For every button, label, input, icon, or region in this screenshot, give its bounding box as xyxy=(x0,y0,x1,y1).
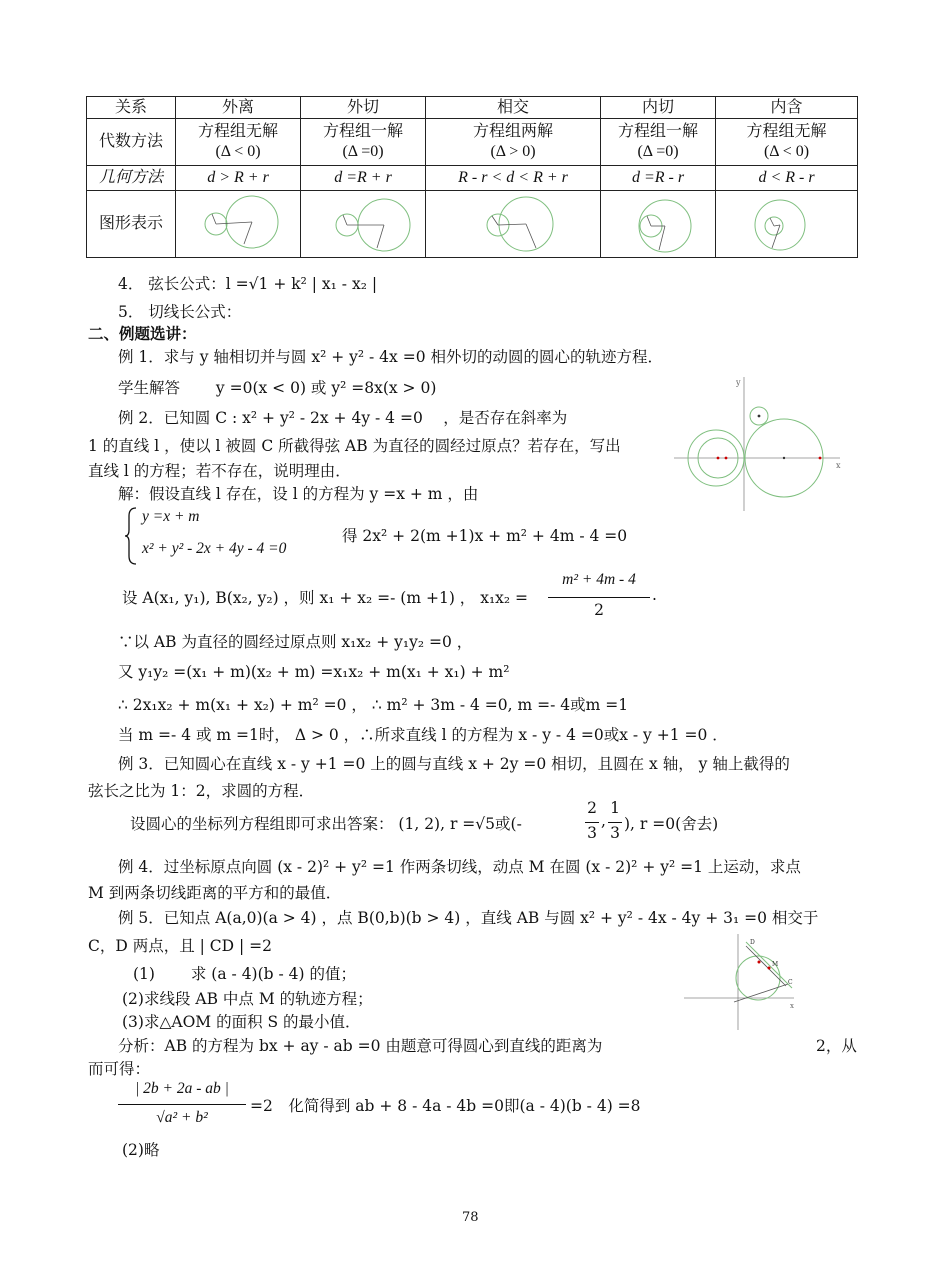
answer-comma: , xyxy=(601,812,606,830)
system-result: 得 2x² + 2(m +1)x + m² + 4m - 4 =0 xyxy=(342,527,628,545)
row-label: 图形表示 xyxy=(87,191,176,258)
set-points-line: 设 A(x₁, y₁), B(x₂, y₂) ，则 x₁ + x₂ =- (m +1) ， x₁x₂ = xyxy=(122,589,529,607)
tangent-length-formula: 5． 切线长公式： xyxy=(118,303,242,321)
example-3-line-1: 例 3．已知圆心在直线 x - y +1 =0 上的圆与直线 x + 2y =0 相切，且圆在 x 轴， y 轴上截得的 xyxy=(118,755,790,773)
example-3-line-2: 弦长之比为 1：2，求圆的方程． xyxy=(88,782,315,800)
row-label: 几何方法 xyxy=(87,166,176,191)
example-4-line-2: M 到两条切线距离的平方和的最值． xyxy=(88,884,342,902)
table-cell: d < R - r xyxy=(716,166,858,191)
header-cell: 内含 xyxy=(716,97,858,119)
analysis-line-2: 而可得： xyxy=(88,1060,151,1078)
example-3-answer-prefix: 设圆心的坐标列方程组即可求出答案： (1, 2), r =√5或(- xyxy=(130,815,522,833)
table-cell xyxy=(601,119,716,166)
figure-external-tangent xyxy=(301,191,426,258)
intersecting-circles-figure xyxy=(426,192,600,256)
distance-numerator: | 2b + 2a - ab | xyxy=(135,1080,229,1097)
system-brace xyxy=(124,506,140,566)
point-m-label: M xyxy=(772,961,779,968)
question-2: (2)求线段 AB 中点 M 的轨迹方程； xyxy=(122,990,373,1008)
circle-relationship-table xyxy=(86,96,858,258)
question-2-response: (2)略 xyxy=(122,1141,160,1159)
row-label: 代数方法 xyxy=(87,119,176,166)
question-1: (1) 求 (a - 4)(b - 4) 的值； xyxy=(133,965,356,983)
cell-line: 方程组两解 xyxy=(472,123,553,140)
x-axis-label: x xyxy=(790,1002,794,1010)
point-c-label: C xyxy=(788,979,793,986)
fraction-tail: . xyxy=(652,586,657,604)
figure-row xyxy=(87,191,858,258)
also-line: 又 y₁y₂ =(x₁ + m)(x₂ + m) =x₁x₂ + m(x₁ + x₁) + m² xyxy=(118,663,510,681)
example-2-figure xyxy=(668,375,848,513)
header-cell: 相交 xyxy=(426,97,601,119)
example-2-line-2: 1 的直线 l ，使以 l 被圆 C 所截得弦 AB 为直径的圆经过原点？若存在，写出 xyxy=(88,437,621,455)
cell-line: 方程组一解 xyxy=(322,123,403,140)
example-1: 例 1．求与 y 轴相切并与圆 x² + y² - 4x =0 相外切的动圆的圆心的轨迹方程． xyxy=(118,348,663,366)
therefore-line: ∴ 2x₁x₂ + m(x₁ + x₂) + m² =0 ， ∴ m² + 3m - 4 =0, m =- 4或m =1 xyxy=(118,696,629,714)
example-5-figure xyxy=(680,932,798,1032)
header-cell: 内切 xyxy=(601,97,716,119)
conclusion-line: 当 m =- 4 或 m =1时， Δ > 0 ，∴所求直线 l 的方程为 x - y - 4 =0或x - y +1 =0 ． xyxy=(118,726,728,744)
cell-line: 方程组无解 xyxy=(746,123,827,140)
table-cell: d =R - r xyxy=(601,166,716,191)
page-number: 78 xyxy=(462,1210,479,1225)
distance-equation-tail: =2 化简得到 ab + 8 - 4a - 4b =0即(a - 4)(b - 4) =8 xyxy=(250,1097,641,1115)
answer-fraction-2-den: 3 xyxy=(610,824,620,842)
table-cell xyxy=(301,119,426,166)
answer-fraction-1-den: 3 xyxy=(587,824,597,842)
table-cell: d > R + r xyxy=(176,166,301,191)
answer-fraction-1-num: 2 xyxy=(587,799,597,817)
answer-fraction-2-bar xyxy=(608,822,622,823)
table-cell: R - r < d < R + r xyxy=(426,166,601,191)
external-tangent-figure xyxy=(301,192,425,256)
y-axis-label: y xyxy=(736,378,741,387)
cell-line: 方程组无解 xyxy=(197,123,278,140)
fraction-bar xyxy=(548,597,650,598)
cell-line: 方程组一解 xyxy=(617,123,698,140)
example-4-line-1: 例 4．过坐标原点向圆 (x - 2)² + y² =1 作两条切线，动点 M 在圆 (x - 2)² + y² =1 上运动，求点 xyxy=(118,858,801,876)
example-2-line-3: 直线 l 的方程；若不存在，说明理由． xyxy=(88,462,351,480)
example-5-line-2: C，D 两点，且 | CD | =2 xyxy=(88,937,273,955)
chord-length-formula: 4． 弦长公式：l =√1 + k² | x₁ - x₂ | xyxy=(118,275,378,293)
algebra-row xyxy=(87,119,858,166)
point-d-label: D xyxy=(750,939,755,946)
example-1-answer: 学生解答 y =0(x < 0) 或 y² =8x(x > 0) xyxy=(118,379,437,397)
figure-internal-tangent xyxy=(601,191,716,258)
answer-fraction-2-num: 1 xyxy=(610,799,620,817)
table-cell xyxy=(426,119,601,166)
example-5-line-1: 例 5．已知点 A(a,0)(a > 4) ，点 B(0,b)(b > 4) ，直线 AB 与圆 x² + y² - 4x - 4y + 3₁ =0 相交于 xyxy=(118,909,819,927)
fraction-denominator: 2 xyxy=(594,601,604,619)
system-equation-1: y =x + m xyxy=(142,508,200,525)
cell-line: (Δ =0) xyxy=(637,143,679,160)
header-cell: 外切 xyxy=(301,97,426,119)
table-cell: d =R + r xyxy=(301,166,426,191)
analysis-line-end: 2，从 xyxy=(816,1037,857,1055)
figure-contained xyxy=(716,191,858,258)
example-2-line-1: 例 2．已知圆 C : x² + y² - 2x + 4y - 4 =0 ，是否存在斜率为 xyxy=(118,409,568,427)
header-cell: 外离 xyxy=(176,97,301,119)
figure-separate xyxy=(176,191,301,258)
question-3: (3)求△AOM 的面积 S 的最小值． xyxy=(122,1013,361,1031)
example-3-answer-suffix: ), r =0(舍去) xyxy=(624,815,719,833)
cell-line: (Δ < 0) xyxy=(215,143,261,160)
because-line: ∵以 AB 为直径的圆经过原点则 x₁x₂ + y₁y₂ =0 ， xyxy=(118,633,473,651)
separate-circles-figure xyxy=(176,192,300,256)
cell-line: (Δ < 0) xyxy=(763,143,810,160)
internal-tangent-figure xyxy=(601,192,715,256)
cell-line: (Δ > 0) xyxy=(490,143,536,160)
analysis-line: 分析：AB 的方程为 bx + ay - ab =0 由题意可得圆心到直线的距离为 xyxy=(118,1037,603,1055)
answer-fraction-1-bar xyxy=(585,822,599,823)
table-header-row xyxy=(87,97,858,119)
solution-2-intro: 解：假设直线 l 存在，设 l 的方程为 y =x + m ，由 xyxy=(118,485,479,503)
table-cell xyxy=(716,119,858,166)
cell-line: (Δ =0) xyxy=(342,143,384,160)
system-equation-2: x² + y² - 2x + 4y - 4 =0 xyxy=(142,540,287,557)
table-cell xyxy=(176,119,301,166)
contained-circles-figure xyxy=(716,192,857,256)
geometry-row xyxy=(87,166,858,191)
figure-intersecting xyxy=(426,191,601,258)
distance-denominator: √a² + b² xyxy=(156,1109,208,1126)
distance-fraction-bar xyxy=(118,1104,246,1105)
fraction-numerator: m² + 4m - 4 xyxy=(562,571,636,588)
section-title: 二、例题选讲： xyxy=(88,324,197,343)
header-cell: 关系 xyxy=(87,97,176,119)
x-axis-label: x xyxy=(836,461,841,470)
